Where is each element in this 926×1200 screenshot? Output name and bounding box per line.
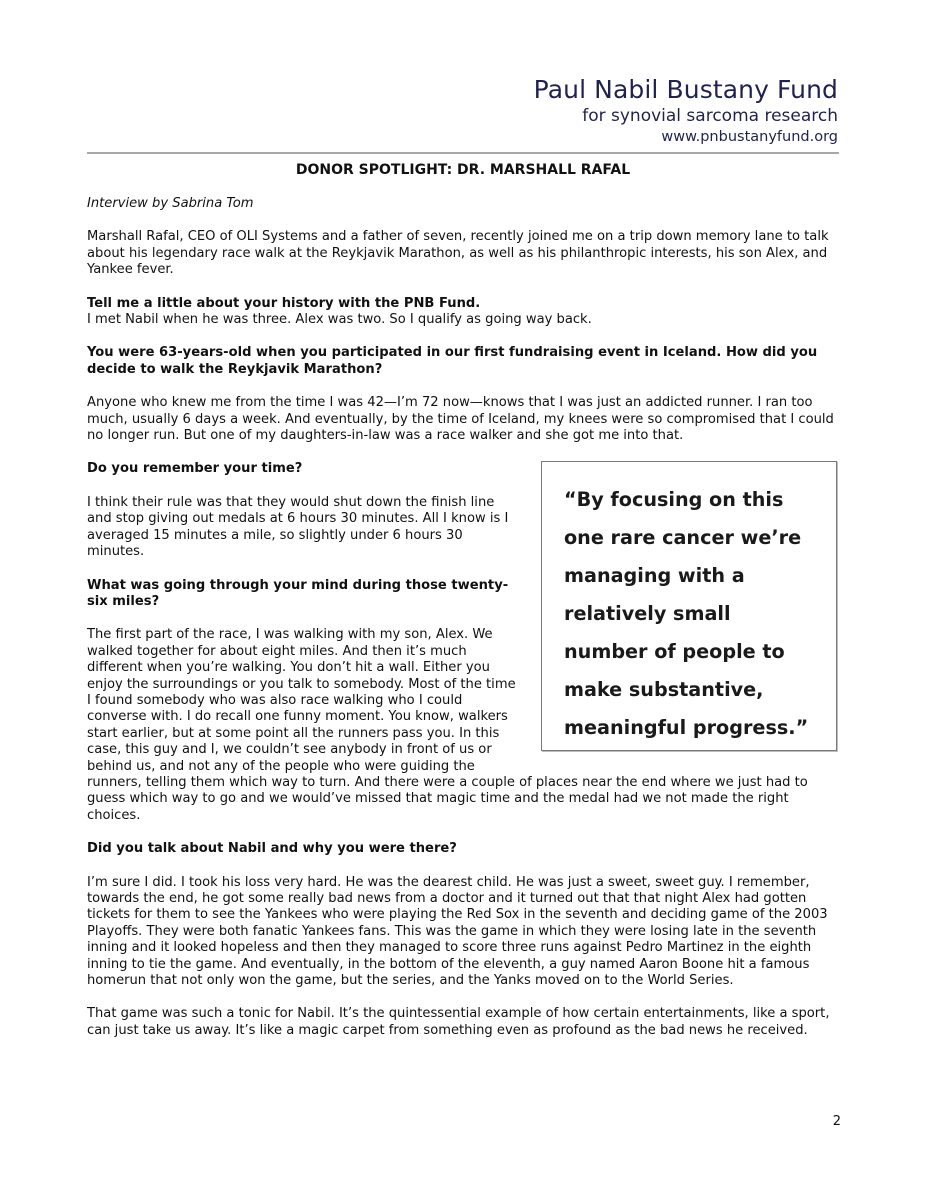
question-4: What was going through your mind during those twenty-six miles?	[87, 577, 509, 609]
pull-quote: “By focusing on this one rare cancer we’re managing with a relatively small number of people to make substantive, meaningful progress.”	[541, 461, 837, 751]
fund-name: Paul Nabil Bustany Fund	[533, 75, 838, 104]
answer-3: I think their rule was that they would shut down the finish line and stop giving out medals at 6 hours 30 minutes. All I know is I averaged 15 minutes a mile, so slightly under 6 hours 30 minutes.	[87, 494, 509, 560]
fund-website: www.pnbustanyfund.org	[661, 129, 838, 145]
answer-5-continued: That game was such a tonic for Nabil. It’s the quintessential example of how certain entertainments, like a sport, can just take us away. It’s like a magic carpet from something even as profound as the bad news he received.	[87, 1006, 830, 1038]
answer-1: I met Nabil when he was three. Alex was two. So I qualify as going way back.	[87, 312, 592, 328]
question-1: Tell me a little about your history with the PNB Fund.	[87, 295, 481, 311]
article-title: DONOR SPOTLIGHT: DR. MARSHALL RAFAL	[295, 162, 631, 178]
header-divider	[87, 152, 839, 154]
intro-paragraph: Marshall Rafal, CEO of OLI Systems and a father of seven, recently joined me on a trip down memory lane to talk about his legendary race walk at the Reykjavik Marathon, as well as his philanthropic interests, his son Alex, and Yankee fever.	[87, 229, 829, 278]
page-number: 2	[832, 1114, 841, 1129]
question-5: Did you talk about Nabil and why you were there?	[87, 841, 457, 857]
byline: Interview by Sabrina Tom	[87, 196, 254, 211]
answer-4: The first part of the race, I was walking with my son, Alex. We walked together for about eight miles. And then it’s much different when you’re walking. You don’t hit a wall. Either you enjoy the surroundings or you talk to somebody. Most of the time I found somebody who was also race walking who I could converse with. I do recall one funny moment. You know, walkers start earlier, but at some point all the runners pass you. In this case, this guy and I, we couldn’t see anybody in front of us or behind us, and not any of the people who were guiding the runners, telling them which way to turn. And there were a couple of places near the end where we just had to guess which way to go and we would’ve missed that magic time and the medal had we not made the right choices.	[87, 627, 808, 823]
fund-subtitle: for synovial sarcoma research	[582, 106, 838, 126]
fund-letterhead	[534, 74, 838, 148]
answer-5: I’m sure I did. I took his loss very hard. He was the dearest child. He was just a sweet, sweet guy. I remember, towards the end, he got some really bad news from a doctor and it turned out that that night Alex had gotten tickets for them to see the Yankees who were playing the Red Sox in the seventh and deciding game of the 2003 Playoffs. They were both fanatic Yankees fans. This was the game in which they were losing late in the seventh inning and it looked hopeless and then they managed to score three runs against Pedro Martinez in the eighth inning to tie the game. And eventually, in the bottom of the eleventh, a guy named Aaron Boone hit a famous homerun that not only won the game, but the series, and the Yanks moved on to the World Series.	[87, 874, 828, 989]
question-2: You were 63-years-old when you participated in our first fundraising event in Iceland. How did you decide to walk the Reykjavik Marathon?	[87, 345, 818, 377]
question-3: Do you remember your time?	[87, 461, 303, 477]
article-body	[87, 196, 839, 1056]
answer-2: Anyone who knew me from the time I was 42—I’m 72 now—knows that I was just an addicted runner. I ran too much, usually 6 days a week. And eventually, by the time of Iceland, my knees were so compromised that I could no longer run. But one of my daughters-in-law was a race walker and she got me into that.	[87, 395, 834, 444]
